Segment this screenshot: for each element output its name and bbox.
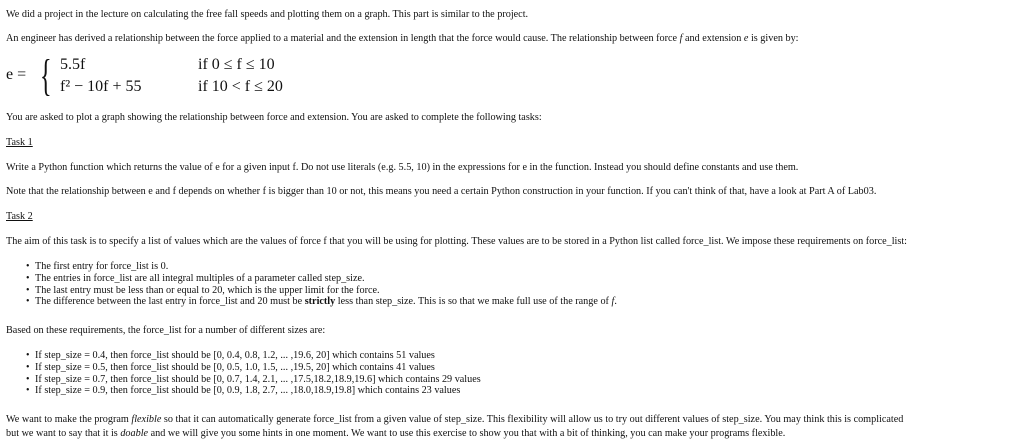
req4-text-a: The difference between the last entry in force_list and 20 must be — [35, 296, 305, 308]
case2-condition: if 10 < f ≤ 20 — [198, 78, 283, 95]
final2-doable: doable — [120, 428, 149, 439]
final1-text-c: so that it can automatically generate force_list from a given value of step_size. This flexibility will allow us to try out different values of step_size. You may think this is complicated — [161, 414, 904, 425]
list-item: • The last entry must be less than or equal to 20, which is the upper limit for the force. — [26, 285, 617, 297]
list-item: • If step_size = 0.9, then force_list should be [0, 0.9, 1.8, 2.7, ... ,18.0,18.9,19.8] which contains 23 values — [26, 385, 481, 397]
final1-flexible: flexible — [131, 414, 162, 425]
tasks-intro: You are asked to plot a graph showing the relationship between force and extension. You are asked to complete the following tasks: — [6, 112, 542, 123]
piecewise-equation — [6, 51, 336, 102]
list-item: • If step_size = 0.4, then force_list should be [0, 0.4, 0.8, 1.2, ... ,19.6, 20] which contains 51 values — [26, 350, 481, 362]
req4-text-c: less than step_size. This is so that we make full use of the range of — [335, 296, 612, 308]
task2-paragraph1: The aim of this task is to specify a list of values which are the values of force f that you will be using for plotting. These values are to be stored in a Python list called force_list. We impose these requirements on force_list: — [6, 236, 908, 247]
task1-paragraph2: Note that the relationship between e and f depends on whether f is bigger than 10 or not, this means you need a certain Python construction in your function. If you can't think of that, have a look at Part A of Lab03. — [6, 186, 877, 197]
list-item: • The entries in force_list are all integral multiples of a parameter called step_size. — [26, 273, 617, 285]
requirements-list — [26, 261, 617, 308]
relationship-text-c: is given by: — [748, 33, 799, 44]
task2-paragraph2: Based on these requirements, the force_list for a number of different sizes are: — [6, 325, 326, 336]
list-item — [26, 296, 617, 308]
examples-list — [26, 350, 481, 397]
case2-expression: f² − 10f + 55 — [60, 78, 142, 95]
req4-text-e: . — [614, 296, 617, 308]
relationship-paragraph — [6, 33, 799, 45]
task1-paragraph1: Write a Python function which returns the value of e for a given input f. Do not use literals (e.g. 5.5, 10) in the expressions for e in the function. Instead you should define constants and use them. — [6, 162, 799, 173]
list-item: • The first entry for force_list is 0. — [26, 261, 617, 273]
brace-symbol: { — [40, 51, 52, 100]
final1-text-a: We want to make the program — [6, 414, 132, 425]
final-paragraph-line1 — [6, 414, 903, 426]
case1-condition: if 0 ≤ f ≤ 10 — [198, 56, 275, 73]
req4-var-f: f — [611, 296, 615, 308]
list-item: • If step_size = 0.5, then force_list should be [0, 0.5, 1.0, 1.5, ... ,19.5, 20] which contains 41 values — [26, 362, 481, 374]
relationship-text-a: An engineer has derived a relationship between the force applied to a material and the extension in length that the force would cause. The relationship between force — [6, 33, 680, 44]
task2-heading: Task 2 — [6, 211, 33, 222]
relationship-text-b: and extension — [682, 33, 744, 44]
equation-lhs: e = — [6, 66, 27, 83]
intro-paragraph: We did a project in the lecture on calculating the free fall speeds and plotting them on a graph. This part is similar to the project. — [6, 9, 529, 20]
final2-text-a: but we want to say that it is — [6, 428, 121, 439]
case1-expression: 5.5f — [60, 56, 86, 73]
req4-strictly: strictly — [304, 296, 336, 308]
final-paragraph-line2 — [6, 428, 785, 440]
list-item: • If step_size = 0.7, then force_list should be [0, 0.7, 1.4, 2.1, ... ,17.5,18.2,18.9,19.6] which contains 29 values — [26, 374, 481, 386]
task1-heading: Task 1 — [6, 137, 33, 148]
final2-text-c: and we will give you some hints in one moment. We want to use this exercise to show you that with a bit of thinking, you can make your programs flexible. — [148, 428, 786, 439]
var-e: e — [743, 33, 749, 44]
var-f: f — [679, 33, 683, 44]
